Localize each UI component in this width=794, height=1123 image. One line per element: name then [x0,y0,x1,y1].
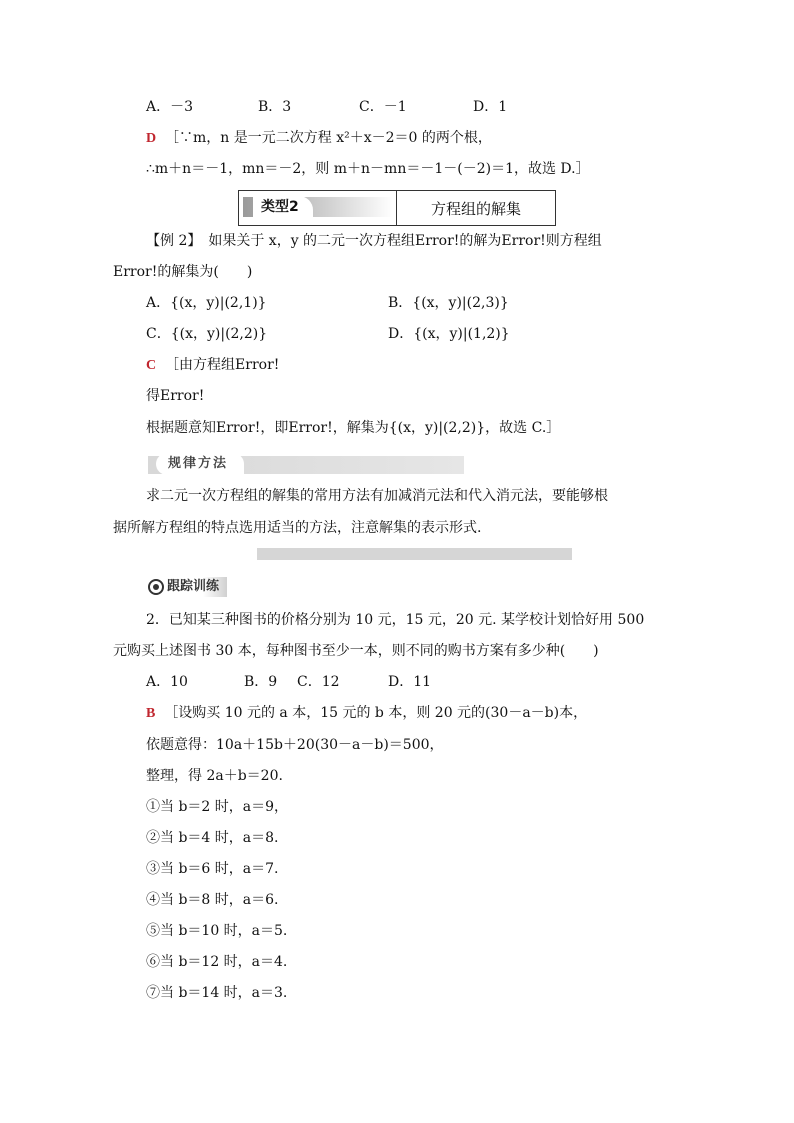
q1-option-a: A．－3 [146,99,194,115]
example2-solution-line2: 得Error! [146,388,205,404]
target-icon [148,579,164,595]
q2-line1: 2．已知某三种图书的价格分别为 10 元，15 元，20 元. 某学校计划恰好用 500 [146,612,645,628]
type-label-cell [239,191,397,225]
q2-case: ③当 b＝6 时，a＝7. [146,861,279,877]
example2-solution-line1 [146,355,279,376]
q2-case: ⑦当 b＝14 时，a＝3. [146,985,288,1001]
type-label: 类型2 [253,196,313,218]
method-banner-label: 规律方法 [156,453,244,475]
q1-option-d: D．1 [473,99,508,115]
q2-case: ①当 b＝2 时，a＝9， [146,799,289,815]
example2-answer-letter: C [146,358,157,373]
q2-line2: 元购买上述图书 30 本，每种图书至少一本，则不同的购书方案有多少种( ) [113,643,599,659]
q2-option-d: D．11 [388,674,432,690]
example2-line2: Error!的解集为( ) [113,264,253,280]
example2-line1: 【例 2】 如果关于 x，y 的二元一次方程组Error!的解为Error!则方程组 [146,233,602,249]
q2-case: ⑥当 b＝12 时，a＝4. [146,954,288,970]
q2-option-c: C．12 [297,674,340,690]
q2-answer-letter: B [146,706,156,721]
example2-option-b: B．{(x，y)|(2,3)} [388,295,509,311]
method-line2: 据所解方程组的特点选用适当的方法，注意解集的表示形式. [113,520,482,536]
example2-option-c: C．{(x，y)|(2,2)} [146,326,268,342]
q2-solution-line3: 整理，得 2a＋b＝20. [146,768,283,784]
q1-option-c: C．－1 [359,99,407,115]
q2-option-a: A．10 [146,674,188,690]
method-line1: 求二元一次方程组的解集的常用方法有加减消元法和代入消元法，要能够根 [146,488,608,504]
section-separator [257,548,572,560]
q1-option-b: B．3 [258,99,292,115]
track-banner [148,577,230,597]
q2-solution-line2: 依题意得：10a＋15b＋20(30－a－b)＝500， [146,737,444,753]
q1-answer-letter: D [146,131,157,146]
q1-solution-line1 [146,128,492,149]
type-header [238,190,556,226]
q1-solution-text: ［∵m，n 是一元二次方程 x²＋x－2＝0 的两个根， [165,130,492,146]
q2-option-b: B．9 [244,674,278,690]
example2-option-a: A．{(x，y)|(2,1)} [146,295,267,311]
q2-solution-line1 [146,703,587,724]
method-banner [148,456,464,474]
example2-solution-line3: 根据题意知Error!，即Error!，解集为{(x，y)|(2,2)}，故选 C.］ [146,420,561,436]
q2-case: ⑤当 b＝10 时，a＝5. [146,923,288,939]
example2-solution-text: ［由方程组Error! [165,357,280,373]
q2-solution-text: ［设购买 10 元的 a 本，15 元的 b 本，则 20 元的(30－a－b)本， [164,705,588,721]
q1-solution-line2: ∴m＋n＝－1，mn＝－2，则 m＋n－mn＝－1－(－2)＝1，故选 D.］ [146,161,590,177]
q2-case: ④当 b＝8 时，a＝6. [146,892,279,908]
q2-case: ②当 b＝4 时，a＝8. [146,830,279,846]
type-title: 方程组的解集 [430,199,521,218]
example2-option-d: D．{(x，y)|(1,2)} [388,326,510,342]
track-banner-label: 跟踪训练 [167,577,227,597]
